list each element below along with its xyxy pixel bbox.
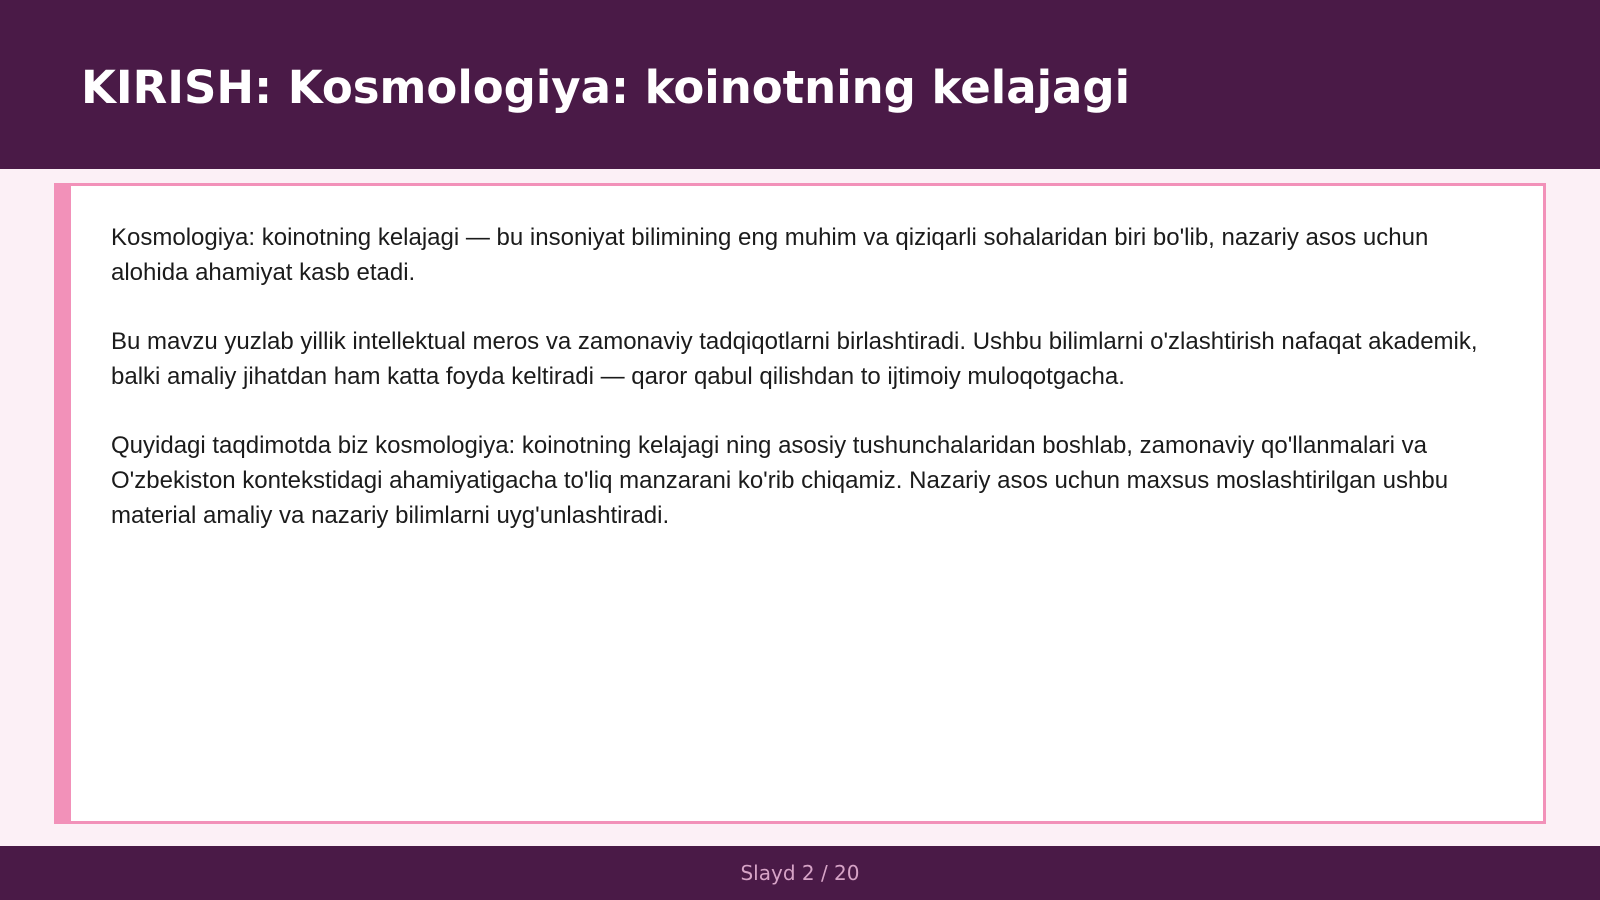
intro-paragraph-3: Quyidagi taqdimotda biz kosmologiya: koinotning kelajagi ning asosiy tushunchalaridan boshlab, zamonaviy qo'llanmalari va O'zbekiston kontekstidagi ahamiyatigacha to'liq manzarani ko'rib chiqamiz. Nazariy asos uchun maxsus moslashtirilgan ushbu material amaliy va nazariy bilimlarni uyg'unlashtiradi. [111,432,1449,529]
content-text [111,220,1506,567]
slide-counter: Slayd 2 / 20 [740,861,860,885]
intro-paragraph-1: Kosmologiya: koinotning kelajagi — bu insoniyat bilimining eng muhim va qiziqarli sohalaridan biri bo'lib, nazariy asos uchun alohida ahamiyat kasb etadi. [111,224,1429,286]
intro-paragraph-2: Bu mavzu yuzlab yillik intellektual meros va zamonaviy tadqiqotlarni birlashtiradi. Ushbu bilimlarni o'zlashtirish nafaqat akademik, balki amaliy jihatdan ham katta foyda keltiradi — qaror qabul qilishdan to ijtimoiy muloqotgacha. [111,328,1478,390]
content-card [54,183,1546,824]
slide-title: KIRISH: Kosmologiya: koinotning kelajagi [81,61,1131,114]
slide-header [0,0,1600,169]
slide-footer [0,846,1600,900]
